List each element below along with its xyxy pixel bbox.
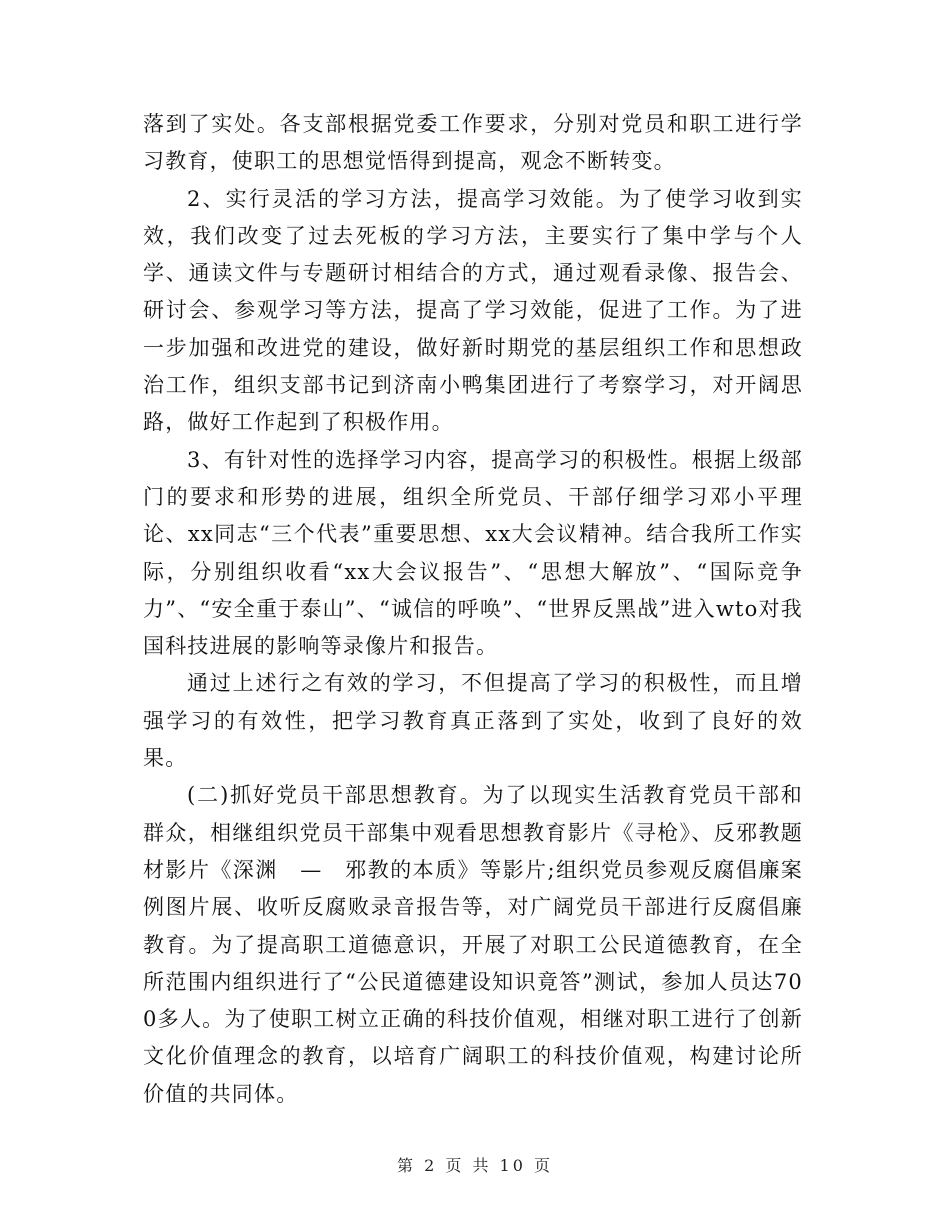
paragraph-5: (二)抓好党员干部思想教育。为了以现实生活教育党员干部和群众，相继组织党员干部集中观看思想教育影片《寻枪》、反邪教题材影片《深渊 — 邪教的本质》等影片;组织党员参观反腐倡廉案例图片展、收听反腐败录音报告等，对广阔党员干部进行反腐倡廉教育。为了提高职工道德意识，开展了对职工公民道德教育，在全所范围内组织进行了“公民道德建设知识竟答”测试，参加人员达700多人。为了使职工树立正确的科技价值观，相继对职工进行了创新文化价值理念的教育，以培育广阔职工的科技价值观，构建讨论所价值的共同体。 bbox=[143, 783, 803, 1106]
paragraph-3: 3、有针对性的选择学习内容，提高学习的积极性。根据上级部门的要求和形势的进展，组织全所党员、干部仔细学习邓小平理论、xx同志“三个代表”重要思想、xx大会议精神。结合我所工作实际，分别组织收看“xx大会议报告”、“思想大解放”、“国际竞争力”、“安全重于泰山”、“诚信的呼唤”、“世界反黑战”进入wto对我国科技进展的影响等录像片和报告。 bbox=[143, 447, 803, 659]
page-number-footer: 第 2 页 共 10 页 bbox=[397, 1156, 553, 1175]
paragraph-4: 通过上述行之有效的学习，不但提高了学习的积极性，而且增强学习的有效性，把学习教育真正落到了实处，收到了良好的效果。 bbox=[143, 671, 803, 771]
paragraph-2: 2、实行灵活的学习方法，提高学习效能。为了使学习收到实效，我们改变了过去死板的学习方法，主要实行了集中学与个人学、通读文件与专题研讨相结合的方式，通过观看录像、报告会、研讨会、参观学习等方法，提高了学习效能，促进了工作。为了进一步加强和改进党的建设，做好新时期党的基层组织工作和思想政治工作，组织支部书记到济南小鸭集团进行了考察学习，对开阔思路，做好工作起到了积极作用。 bbox=[143, 186, 803, 435]
paragraph-1: 落到了实处。各支部根据党委工作要求，分别对党员和职工进行学习教育，使职工的思想觉悟得到提高，观念不断转变。 bbox=[143, 112, 803, 174]
document-body bbox=[143, 106, 803, 1113]
